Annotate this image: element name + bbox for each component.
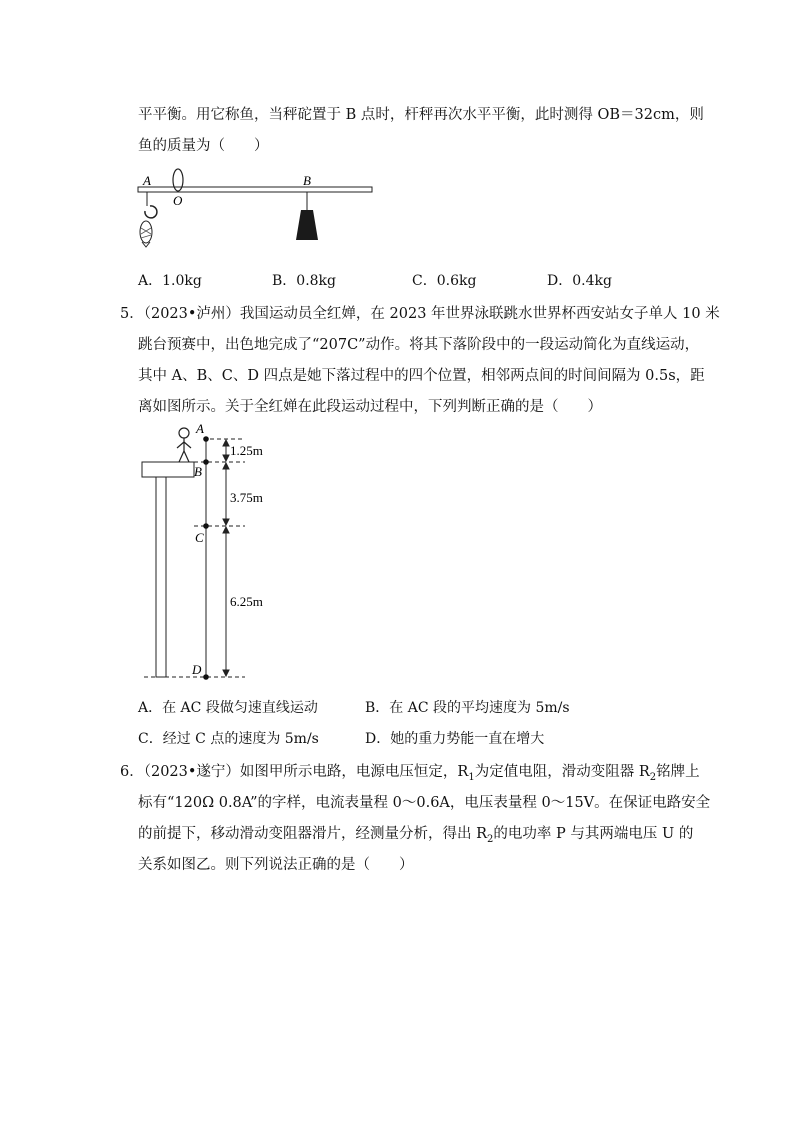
point-a — [203, 436, 209, 442]
q5-option-b: B．在 AC 段的平均速度为 5m/s — [365, 700, 570, 716]
q5-text-line-3: 其中 A、B、C、D 四点是她下落过程中的四个位置，相邻两点间的时间间隔为 0.5s，距 — [138, 368, 705, 384]
weight-icon — [296, 210, 318, 240]
steelyard-beam — [138, 187, 372, 192]
diving-figure — [130, 418, 300, 688]
q5-option-a: A．在 AC 段做匀速直线运动 — [138, 700, 318, 716]
point-d — [203, 674, 209, 680]
q5-text-line-2: 跳台预赛中，出色地完成了“207C”动作。将其下落阶段中的一段运动简化为直线运动， — [138, 337, 700, 353]
distance-ab: 1.25m — [230, 443, 263, 458]
label-d: D — [192, 662, 202, 677]
distance-cd: 6.25m — [230, 594, 263, 609]
label-a: A — [143, 173, 151, 188]
q5-option-d: D．她的重力势能一直在增大 — [365, 731, 545, 747]
q6-text-line-1: 6．（2023•遂宁）如图甲所示电路，电源电压恒定，$R_1$为定值电阻，滑动变阻器 $R_2$铭牌上 — [120, 764, 700, 783]
hook-icon — [145, 206, 157, 218]
label-b: B — [303, 173, 311, 188]
diver-icon — [177, 428, 191, 462]
q6-text-line-2: 标有“120Ω 0.8A”的字样，电流表量程 0～0.6A，电压表量程 0～15V。在保证电路安全 — [138, 795, 711, 811]
q4-option-d: D．0.4kg — [547, 273, 612, 289]
point-b — [203, 459, 209, 465]
q4-option-b: B．0.8kg — [272, 273, 336, 289]
q4-text-line-2: 鱼的质量为（ ） — [138, 138, 269, 154]
q5-text-line-1: 5．（2023•泸州）我国运动员全红婵，在 2023 年世界泳联跳水世界杯西安站女子单人 10 米 — [120, 306, 720, 322]
platform-top — [142, 462, 194, 477]
fish-icon — [140, 221, 152, 247]
q6-text-line-3: 的前提下，移动滑动变阻器滑片，经测量分析，得出 $R_2$的电功率 P 与其两端电压 U 的 — [138, 826, 694, 845]
q4-option-a: A．1.0kg — [138, 273, 202, 289]
q4-text-line-1: 平平衡。用它称鱼，当秤砣置于 B 点时，杆秤再次水平平衡，此时测得 OB＝32cm，则 — [138, 107, 704, 123]
q5-text-line-4: 离如图所示。关于全红婵在此段运动过程中，下列判断正确的是（ ） — [138, 399, 602, 415]
distance-bc: 3.75m — [230, 490, 263, 505]
label-c: C — [195, 530, 204, 545]
steelyard-figure — [128, 168, 378, 248]
q5-option-c: C．经过 C 点的速度为 5m/s — [138, 731, 319, 747]
label-a: A — [196, 421, 204, 436]
point-c — [203, 523, 209, 529]
label-o: O — [173, 193, 183, 208]
q4-option-c: C．0.6kg — [412, 273, 477, 289]
label-b: B — [194, 464, 202, 479]
q6-text-line-4: 关系如图乙。则下列说法正确的是（ ） — [138, 857, 414, 873]
platform-pillar — [156, 477, 166, 677]
